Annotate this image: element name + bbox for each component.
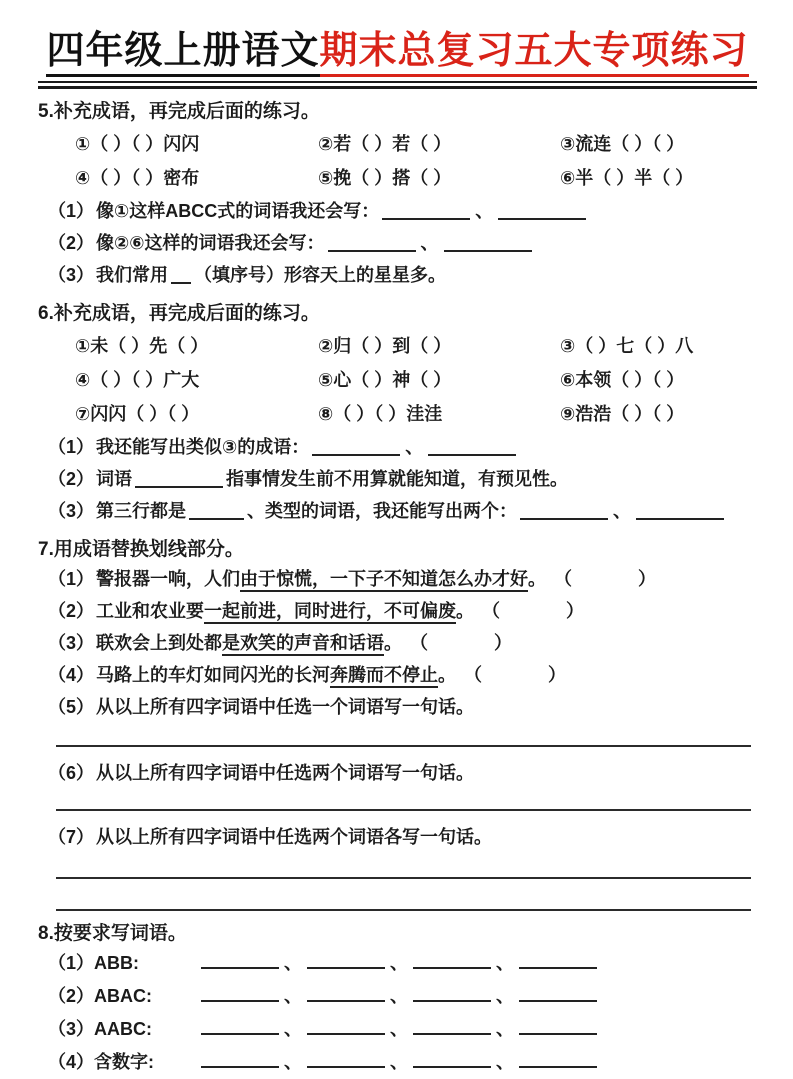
- word-pattern-row-aabc: [38, 1013, 757, 1046]
- question-text: 我还能写出类似③的成语：: [96, 437, 310, 457]
- answer-blank: [135, 470, 223, 488]
- question-number: （2）: [48, 601, 95, 621]
- question-text: 第三行都是: [96, 501, 187, 521]
- answer-blank: [413, 951, 491, 969]
- list-separator: 、: [284, 1052, 302, 1072]
- answer-blank: [307, 1017, 385, 1035]
- pattern-name: ABAC:: [94, 986, 153, 1006]
- question-text: 像①这样ABCC式的词语我还会写：: [96, 201, 380, 221]
- question-number: （1）: [48, 437, 95, 457]
- close-paren: ）: [548, 665, 567, 685]
- open-paren: （: [410, 633, 429, 653]
- idiom-answer-slot: [554, 563, 656, 595]
- title-topic-part: 期末总复习五大专项练习: [320, 30, 749, 77]
- sentence-text: 马路上的车灯如同闪光的长河: [96, 665, 331, 685]
- underlined-phrase: 一起前进，同时进行，不可偏废: [204, 601, 456, 624]
- idiom-item: ④（ ）（ ）密布: [75, 168, 200, 188]
- question-text: （填序号）形容天上的星星多。: [194, 265, 447, 285]
- list-separator: 、: [613, 501, 632, 521]
- idiom-item: ⑥本领（ ）（ ）: [560, 370, 685, 390]
- idiom-item: ⑧（ ）（ ）洼洼: [318, 404, 443, 424]
- list-separator: 、: [496, 1052, 514, 1072]
- answer-blank: [428, 438, 516, 456]
- title-divider-rule: [38, 81, 757, 89]
- answer-write-line: [56, 809, 751, 811]
- pattern-name: AABC:: [94, 1019, 153, 1039]
- pattern-label: [48, 1013, 198, 1046]
- sentence-text: 从以上所有四字词语中任选一个词语写一句话。: [96, 697, 475, 717]
- answer-blank: [636, 502, 724, 520]
- question-number: （2）: [48, 469, 95, 489]
- s7-item-5: [38, 691, 757, 723]
- answer-blank: [444, 234, 532, 252]
- word-pattern-row-abac: [38, 980, 757, 1013]
- idiom-item: ⑥半（ ）半（ ）: [560, 168, 694, 188]
- idiom-item: ②归（ ）到（ ）: [318, 336, 452, 356]
- answer-blank: [201, 951, 279, 969]
- idiom-item: ③流连（ ）（ ）: [560, 134, 685, 154]
- list-separator: 、: [496, 1019, 514, 1039]
- section6-idiom-grid: [38, 329, 757, 431]
- sentence-text: 。: [456, 601, 475, 621]
- sentence-text: 从以上所有四字词语中任选两个词语写一句话。: [96, 763, 475, 783]
- section6-heading: 6.补充成语，再完成后面的练习。: [38, 303, 320, 324]
- question-text: 、类型的词语，我还能写出两个：: [247, 501, 518, 521]
- s7-item-3: [38, 627, 757, 659]
- list-separator: 、: [390, 1019, 408, 1039]
- answer-blank: [307, 1050, 385, 1068]
- answer-blank: [413, 1017, 491, 1035]
- question-number: （4）: [48, 1052, 95, 1072]
- question-text: 词语: [96, 469, 133, 489]
- page-title: [38, 12, 757, 76]
- question-number: （3）: [48, 1019, 95, 1039]
- answer-blank: [171, 266, 191, 284]
- sentence-text: 从以上所有四字词语中任选两个词语各写一句话。: [96, 827, 493, 847]
- sentence-text: 。: [438, 665, 457, 685]
- idiom-item: ⑤心（ ）神（ ）: [318, 370, 452, 390]
- idiom-item: ①未（ ）先（ ）: [75, 336, 209, 356]
- open-paren: （: [554, 569, 573, 589]
- idiom-item: ②若（ ）若（ ）: [318, 134, 452, 154]
- list-separator: 、: [284, 1019, 302, 1039]
- question-number: （6）: [48, 763, 95, 783]
- answer-blank: [519, 951, 597, 969]
- answer-blank: [201, 1017, 279, 1035]
- word-pattern-row-abb: [38, 947, 757, 980]
- s7-item-1: [38, 563, 757, 595]
- answer-blank: [413, 1050, 491, 1068]
- open-paren: （: [482, 601, 501, 621]
- list-separator: 、: [496, 986, 514, 1006]
- section7-heading: 7.用成语替换划线部分。: [38, 539, 244, 560]
- s5-question-2: [38, 227, 757, 259]
- idiom-item: ⑦闪闪（ ）（ ）: [75, 404, 200, 424]
- answer-blank: [498, 202, 586, 220]
- s5-question-1: [38, 195, 757, 227]
- pattern-label: [48, 947, 198, 980]
- question-number: （3）: [48, 265, 95, 285]
- s6-question-3: [38, 495, 757, 527]
- answer-blank: [519, 1017, 597, 1035]
- s7-item-4: [38, 659, 757, 691]
- sentence-text: 。: [528, 569, 547, 589]
- s7-item-7: [38, 821, 757, 853]
- question-number: （2）: [48, 986, 95, 1006]
- question-number: （5）: [48, 697, 95, 717]
- sentence-text: 。: [384, 633, 403, 653]
- close-paren: ）: [494, 633, 513, 653]
- answer-write-line: [56, 909, 751, 911]
- idiom-answer-slot: [482, 595, 584, 627]
- underlined-phrase: 由于惊慌，一下子不知道怎么办才好: [240, 569, 528, 592]
- close-paren: ）: [638, 569, 657, 589]
- sentence-text: 联欢会上到处都: [96, 633, 223, 653]
- question-number: （2）: [48, 233, 95, 253]
- question-number: （1）: [48, 953, 95, 973]
- answer-blank: [328, 234, 416, 252]
- answer-write-line: [56, 877, 751, 879]
- question-number: （3）: [48, 633, 95, 653]
- close-paren: ）: [566, 601, 585, 621]
- answer-blank: [307, 951, 385, 969]
- open-paren: （: [464, 665, 483, 685]
- question-number: （3）: [48, 501, 95, 521]
- s7-item-6: [38, 757, 757, 789]
- idiom-item: ⑤挽（ ）搭（ ）: [318, 168, 452, 188]
- answer-blank: [520, 502, 608, 520]
- question-number: （1）: [48, 201, 95, 221]
- question-text: 像②⑥这样的词语我还会写：: [96, 233, 325, 253]
- answer-blank: [413, 984, 491, 1002]
- s6-question-2: [38, 463, 757, 495]
- list-separator: 、: [475, 201, 494, 221]
- idiom-answer-slot: [410, 627, 512, 659]
- list-separator: 、: [390, 1052, 408, 1072]
- answer-blank: [201, 984, 279, 1002]
- answer-blank: [312, 438, 400, 456]
- question-number: （4）: [48, 665, 95, 685]
- list-separator: 、: [284, 953, 302, 973]
- question-text: 我们常用: [96, 265, 169, 285]
- question-number: （1）: [48, 569, 95, 589]
- section5-idiom-grid: [38, 127, 757, 195]
- list-separator: 、: [405, 437, 424, 457]
- list-separator: 、: [284, 986, 302, 1006]
- idiom-item: ①（ ）（ ）闪闪: [75, 134, 200, 154]
- pattern-name: 含数字:: [94, 1052, 155, 1072]
- idiom-answer-slot: [464, 659, 566, 691]
- idiom-item: ④（ ）（ ）广大: [75, 370, 200, 390]
- answer-blank: [382, 202, 470, 220]
- underlined-phrase: 是欢笑的声音和话语: [222, 633, 384, 656]
- answer-blank: [307, 984, 385, 1002]
- list-separator: 、: [420, 233, 439, 253]
- underlined-phrase: 奔腾而不停止: [330, 665, 438, 688]
- list-separator: 、: [390, 986, 408, 1006]
- pattern-name: ABB:: [94, 953, 140, 973]
- s6-question-1: [38, 431, 757, 463]
- pattern-label: [48, 980, 198, 1013]
- answer-write-line: [56, 745, 751, 747]
- title-grade-part: 四年级上册语文: [46, 30, 319, 77]
- sentence-text: 工业和农业要: [96, 601, 205, 621]
- list-separator: 、: [390, 953, 408, 973]
- list-separator: 、: [496, 953, 514, 973]
- idiom-item: ③（ ）七（ ）八: [560, 336, 694, 356]
- answer-blank: [189, 502, 244, 520]
- question-number: （7）: [48, 827, 95, 847]
- answer-blank: [519, 1050, 597, 1068]
- section8-heading: 8.按要求写词语。: [38, 923, 187, 944]
- s7-item-2: [38, 595, 757, 627]
- section5-heading: 5.补充成语，再完成后面的练习。: [38, 101, 320, 122]
- answer-blank: [201, 1050, 279, 1068]
- s5-question-3: [38, 259, 757, 291]
- answer-blank: [519, 984, 597, 1002]
- idiom-item: ⑨浩浩（ ）（ ）: [560, 404, 685, 424]
- question-text: 指事情发生前不用算就能知道，有预见性。: [226, 469, 569, 489]
- sentence-text: 警报器一响，人们: [96, 569, 241, 589]
